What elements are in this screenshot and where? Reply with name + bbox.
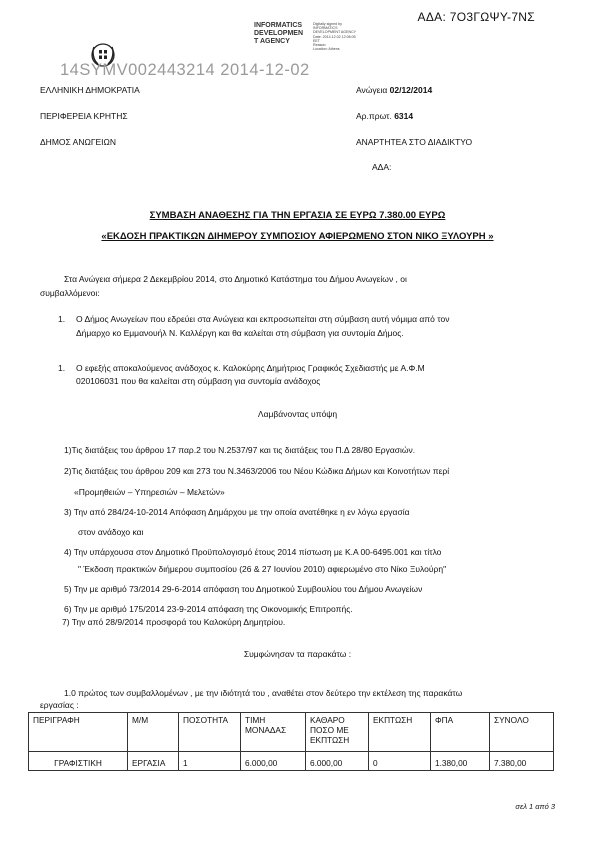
protocol-value: 6314 — [394, 111, 414, 121]
party-line: Ο εφεξής αποκαλούμενος ανάδοχος κ. Καλοκύρης Δημήτριος Γραφικός Σχεδιαστής με Α.Φ.Μ — [76, 363, 425, 373]
signature-detail: Digitally signed by — [313, 22, 342, 26]
party-number: 1. — [58, 314, 66, 324]
table-header: Μ/Μ — [128, 713, 179, 752]
party-number: 1. — [58, 363, 66, 373]
header-protocol — [356, 111, 413, 121]
signature-detail: DEVELOPMENT AGENCY — [313, 30, 357, 35]
protocol-label: Αρ.πρωτ. — [356, 111, 392, 121]
table-header: ΣΥΝΟΛΟ — [490, 713, 554, 752]
intro-line: συμβαλλόμενοι: — [40, 288, 100, 298]
contract-title: ΣΥΜΒΑΣΗ ΑΝΑΘΕΣΗΣ ΓΙΑ ΤΗΝ ΕΡΓΑΣΙΑ ΣΕ ΕΥΡΩ 7.380.00 ΕΥΡΩ — [149, 210, 446, 221]
header-date — [356, 85, 432, 95]
contract-subtitle: «ΕΚΔΟΣΗ ΠΡΑΚΤΙΚΩΝ ΔΙΗΜΕΡΟΥ ΣΥΜΠΟΣΙΟΥ ΑΦΙΕΡΩΜΕΝΟ ΣΤΟΝ ΝΙΚΟ ΞΥΛΟΥΡΗ » — [101, 231, 494, 242]
document-watermark: 14SYMV002443214 2014-12-02 — [60, 61, 310, 79]
signature-org-line: INFORMATICS — [254, 22, 303, 29]
table-header: ΕΚΠΤΩΣΗ — [369, 713, 431, 752]
table-cell: 6.000,00 — [241, 752, 306, 771]
table-cell: 0 — [369, 752, 431, 771]
table-cell: 1 — [179, 752, 241, 771]
table-header-row — [29, 713, 554, 752]
signature-details — [313, 22, 356, 51]
date-label: Ανώγεια — [356, 85, 388, 95]
signature-detail: INFORMATICS — [313, 26, 338, 31]
consideration-item: στον ανάδοχο και — [78, 527, 144, 537]
signature-detail: EET — [313, 38, 320, 43]
signature-detail: Reason: — [313, 43, 327, 48]
consideration-item: 4) Την υπάρχουσα στον Δημοτικό Προϋπολογισμό έτους 2014 πίστωση με Κ.Α 00-6495.001 και τίτλο — [64, 547, 442, 557]
header-posting: ΑΝΑΡΤΗΤΕΑ ΣΤΟ ΔΙΑΔΙΚΤΥΟ — [356, 137, 473, 147]
agreed-heading: Συμφώνησαν τα παρακάτω : — [243, 649, 352, 659]
table-row — [29, 752, 554, 771]
clause-line: 1.0 πρώτος των συμβαλλομένων , με την ιδιότητά του , αναθέτει στον δεύτερο την εκτέλεση της παρακάτω — [64, 688, 463, 698]
table-cell: 1.380,00 — [431, 752, 490, 771]
header-country: ΕΛΛΗΝΙΚΗ ΔΗΜΟΚΡΑΤΙΑ — [40, 85, 140, 95]
signature-detail: Date: 2014.12.02 12:06:05 — [313, 34, 356, 39]
ada-code-top: ΑΔΑ: 7Ο3ΓΩΨΥ-7ΝΣ — [417, 10, 535, 24]
consideration-item: 7) Την από 28/9/2014 προσφορά του Καλοκύρη Δημητρίου. — [62, 617, 286, 627]
signature-org — [254, 22, 303, 46]
page-number: σελ 1 από 3 — [515, 802, 555, 811]
date-value: 02/12/2014 — [389, 85, 433, 95]
consideration-item: 6) Την με αριθμό 175/2014 23-9-2014 απόφαση της Οικονομικής Επιτροπής. — [64, 604, 353, 614]
table-header: ΠΟΣΟΤΗΤΑ — [179, 713, 241, 752]
table-cell: 6.000,00 — [306, 752, 369, 771]
consideration-item: 2)Τις διατάξεις του άρθρου 209 και 273 του Ν.3463/2006 του Νέου Κώδικα Δήμων και Κοινοτήτων περί — [64, 466, 450, 476]
consideration-item: 5) Την με αριθμό 73/2014 29-6-2014 απόφαση του Δημοτικού Συμβουλίου του Δήμου Ανωγείων — [64, 584, 423, 594]
clause-line: εργασίας : — [40, 700, 79, 710]
table-cell: ΓΡΑΦΙΣΤΙΚΗ — [29, 752, 128, 771]
consideration-item: «Προμηθειών – Υπηρεσιών – Μελετών» — [74, 487, 225, 497]
consideration-item: 1)Τις διατάξεις του άρθρου 17 παρ.2 του Ν.2537/97 και τις διατάξεις του Π.Δ 28/80 Εργασιών. — [64, 445, 416, 455]
party-line: Δήμαρχο κο Εμμανουήλ Ν. Καλλέργη και θα καλείται στη σύμβαση για συντομία Δήμος. — [76, 328, 404, 338]
intro-line: Στα Ανώγεια σήμερα 2 Δεκεμβρίου 2014, στο Δημοτικό Κατάστημα του Δήμου Ανωγείων , οι — [64, 274, 407, 284]
table-cell: ΕΡΓΑΣΙΑ — [128, 752, 179, 771]
considering-heading: Λαμβάνοντας υπόψη — [257, 409, 338, 419]
signature-org-line: DEVELOPMEN — [254, 30, 304, 37]
table-header: ΤΙΜΗ ΜΟΝΑΔΑΣ — [241, 713, 306, 752]
consideration-item: 3) Την από 284/24-10-2014 Απόφαση Δημάρχου με την οποία ανατέθηκε η εν λόγω εργασία — [64, 507, 410, 517]
table-cell: 7.380,00 — [490, 752, 554, 771]
header-ada-label: ΑΔΑ: — [372, 162, 392, 172]
work-items-table — [28, 712, 554, 771]
table-header: ΚΑΘΑΡΟ ΠΟΣΟ ΜΕ ΕΚΠΤΩΣΗ — [306, 713, 369, 752]
table-header: ΠΕΡΙΓΡΑΦΗ — [29, 713, 128, 752]
signature-org-line: T AGENCY — [254, 38, 290, 45]
party-line: 020106031 που θα καλείται στη σύμβαση για συντομία ανάδοχος — [76, 376, 321, 386]
consideration-item: " Έκδοση πρακτικών διήμερου συμποσίου (26 & 27 Ιουνίου 2010) αφιερωμένο στο Νίκο Ξυλούρη" — [78, 564, 447, 574]
party-line: Ο Δήμος Ανωγείων που εδρεύει στα Ανώγεια και εκπροσωπείται στη σύμβαση αυτή νόμιμα από τον — [76, 314, 450, 324]
signature-detail: Location: Athens — [313, 47, 340, 52]
header-municipality: ΔΗΜΟΣ ΑΝΩΓΕΙΩΝ — [40, 137, 117, 147]
header-region: ΠΕΡΙΦΕΡΕΙΑ ΚΡΗΤΗΣ — [40, 111, 128, 121]
table-header: ΦΠΑ — [431, 713, 490, 752]
